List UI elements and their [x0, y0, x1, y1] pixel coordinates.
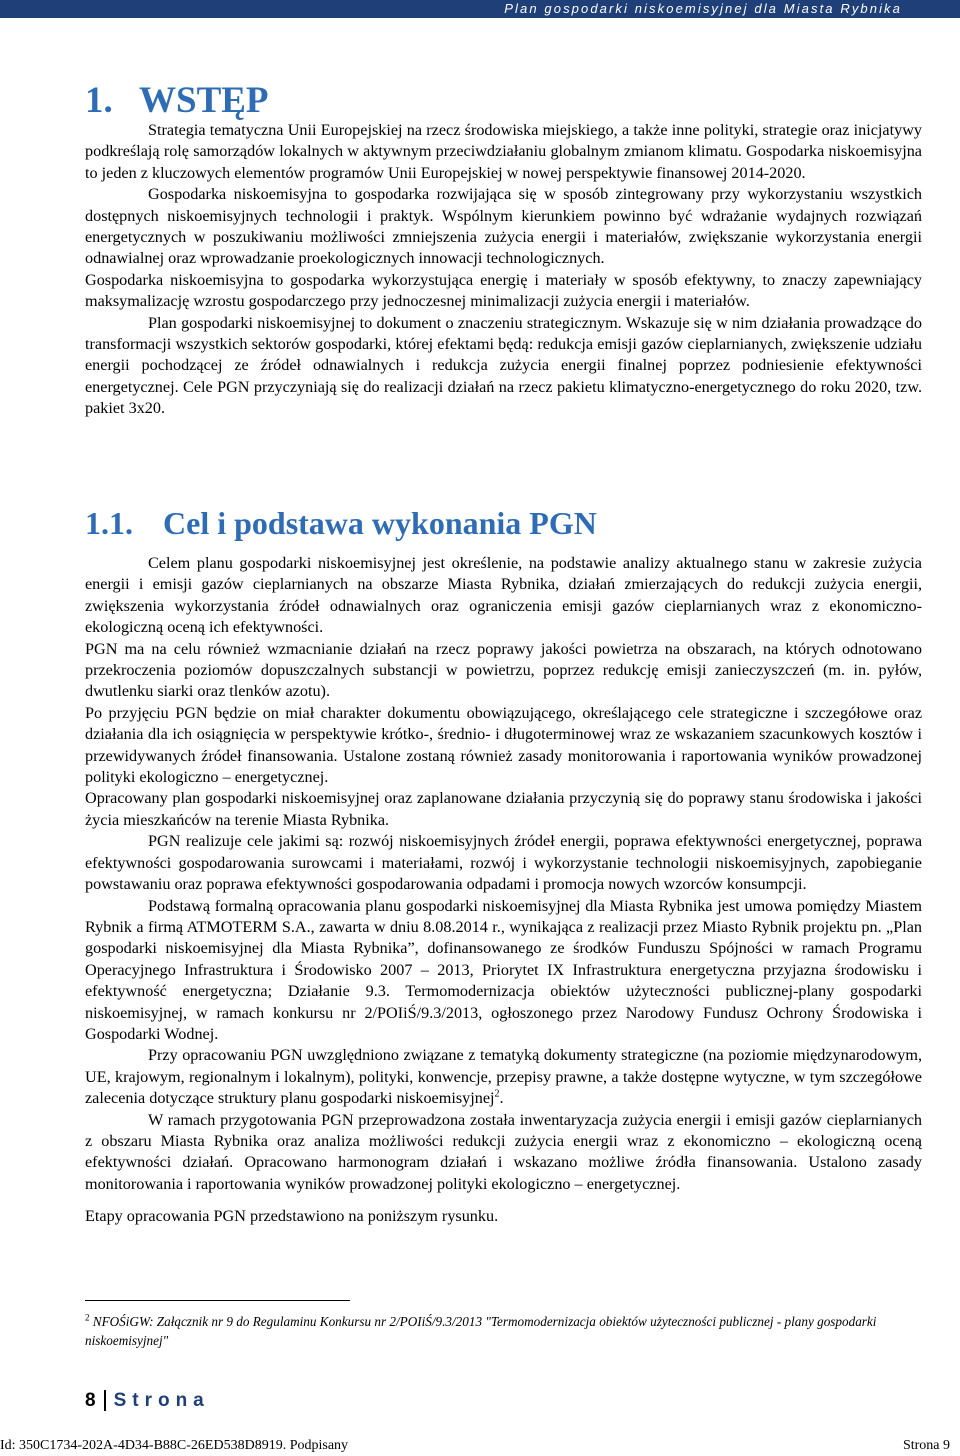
- paragraph: Gospodarka niskoemisyjna to gospodarka rozwijająca się w sposób zintegrowany przy wykorzystaniu wszystkich dostępnych niskoemisyjnych technologii i praktyk. Wspólnym kierunkiem powinno być wdrażanie wydajnych rozwiązań energetycznych w poszukiwaniu możliwości zmniejszenia zużycia energii i materiałów, zwiększanie wykorzystania energii odnawialnej oraz wprowadzanie proekologicznych innowacji technologicznych.: [85, 185, 922, 268]
- paragraph: Celem planu gospodarki niskoemisyjnej jest określenie, na podstawie analizy aktualnego stanu w zakresie zużycia energii i emisji gazów cieplarnianych na obszarze Miasta Rybnika, działań zmierzających do redukcji zużycia energii, zwiększenia wykorzystania źródeł odnawialnych oraz ograniczenia emisji gazów cieplarnianych wraz z ekonomiczno-ekologiczną oceną ich efektywności.: [85, 554, 922, 637]
- paragraph: Opracowany plan gospodarki niskoemisyjnej oraz zaplanowane działania przyczynią się do poprawy stanu środowiska i jakości życia mieszkańców na terenie Miasta Rybnika.: [85, 789, 922, 829]
- paragraph: PGN ma na celu również wzmacnianie działań na rzecz poprawy jakości powietrza na obszarach, na których odnotowano przekroczenia poziomów dopuszczalnych substancji w powietrzu, poprzez redukcję emisji zanieczyszczeń (m. in. pyłów, dwutlenku siarki oraz tlenków azotu).: [85, 639, 922, 701]
- paragraph: [85, 1045, 922, 1109]
- section-number: 1.1.: [85, 505, 133, 541]
- paragraph: Strategia tematyczna Unii Europejskiej na rzecz środowiska miejskiego, a także inne polityki, strategie oraz inicjatywy podkreślają rolę samorządów lokalnych w aktywnym przeciwdziałaniu globalnym zmianom klimatu. Gospodarka niskoemisyjna to jeden z kluczowych elementów programów Unii Europejskiej w nowej perspektywie finansowej 2014-2020.: [85, 121, 922, 182]
- section11-body: [85, 553, 922, 1228]
- page-header-bar: [0, 0, 960, 18]
- page-indicator: Strona 9: [902, 1438, 950, 1453]
- footnote-divider: [85, 1300, 350, 1301]
- paragraph-end: .: [499, 1089, 504, 1108]
- footnote: [85, 1312, 915, 1350]
- footnote-text: NFOŚiGW: Załącznik nr 9 do Regulaminu Konkursu nr 2/POIiŚ/9.3/2013 "Termomodernizacja obiektów użyteczności publicznej - plany gospodarki niskoemisyjnej": [85, 1314, 877, 1348]
- divider: [104, 1390, 106, 1411]
- page-word: Strona: [113, 1390, 210, 1411]
- section-title: WSTĘP: [139, 80, 269, 121]
- footnote-number: 2: [85, 1312, 90, 1323]
- paragraph: PGN realizuje cele jakimi są: rozwój niskoemisyjnych źródeł energii, poprawa efektywności energetycznej, poprawa efektywności gospodarowania surowcami i materiałami, rozwój i wykorzystanie technologii niskoemisyjnych, zapobieganie powstawaniu oraz poprawa efektywności gospodarowania odpadami i promocja nowych wzorców konsumpcji.: [85, 832, 922, 894]
- section-title: Cel i podstawa wykonania PGN: [163, 505, 597, 541]
- paragraph: W ramach przygotowania PGN przeprowadzona została inwentaryzacja zużycia energii i emisji gazów cieplarnianych z obszaru Miasta Rybnika oraz analiza możliwości redukcji zużycia energii wraz z ekonomiczno – ekologiczną oceną efektywności działań. Opracowano harmonogram działań i wskazano możliwe źródła finansowania. Ustalono zasady monitorowania i raportowania wyników prowadzonej polityki ekologiczno – energetycznej.: [85, 1110, 922, 1193]
- document-id: Id: 350C1734-202A-4D34-B88C-26ED538D8919. Podpisany: [0, 1438, 349, 1453]
- paragraph-text: Przy opracowaniu PGN uwzględniono związane z tematyką dokumenty strategiczne (na poziomie międzynarodowym, UE, krajowym, regionalnym i lokalnym), polityki, konwencje, przepisy prawne, a także dostępne wytyczne, w tym szczegółowe zalecenia dotyczące struktury planu gospodarki niskoemisyjnej: [85, 1046, 922, 1108]
- section-number: 1.: [85, 80, 113, 121]
- paragraph: Etapy opracowania PGN przedstawiono na poniższym rysunku.: [85, 1207, 499, 1226]
- paragraph: Plan gospodarki niskoemisyjnej to dokument o znaczeniu strategicznym. Wskazuje się w nim działania prowadzące do transformacji wszystkich sektorów gospodarki, której efektami będą: redukcja emisji gazów cieplarnianych, zwiększenie udziału energii pochodzącej ze źródeł odnawialnych i redukcja zużycia energii finalnej poprzez podniesienie efektywności energetycznej. Cele PGN przyczyniają się do realizacji działań na rzecz pakietu klimatyczno-energetycznego do roku 2020, tzw. pakiet 3x20.: [85, 313, 922, 418]
- page-number-label: [85, 1388, 210, 1414]
- header-title: Plan gospodarki niskoemisyjnej dla Miasta Rybnika: [504, 1, 902, 16]
- paragraph: Po przyjęciu PGN będzie on miał charakter dokumentu obowiązującego, określającego cele strategiczne i szczegółowe oraz działania dla ich osiągnięcia w perspektywie krótko-, średnio- i długoterminowej wraz ze wskazaniem szacunkowych kosztów i przewidywanych źródeł finansowania. Ustalone zostaną również zasady monitorowania i raportowania wyników prowadzonej polityki ekologiczno – energetycznej.: [85, 703, 922, 787]
- paragraph: Gospodarka niskoemisyjna to gospodarka wykorzystująca energię i materiały w sposób efektywny, to znaczy zapewniający maksymalizację wzrostu gospodarczego przy jednoczesnej minimalizacji zużycia energii i materiałów.: [85, 270, 922, 311]
- section1-body: [85, 120, 922, 420]
- section-heading-1-1: [85, 500, 597, 546]
- page-number: 8: [85, 1390, 96, 1411]
- paragraph: Podstawą formalną opracowania planu gospodarki niskoemisyjnej dla Miasta Rybnika jest umowa pomiędzy Miastem Rybnik a firmą ATMOTERM S.A., zawarta w dniu 8.08.2014 r., wynikająca z realizacji przez Miasto Rybnik projektu pn. „Plan gospodarki niskoemisyjnej dla Miasta Rybnika”, dofinansowanego ze środków Funduszu Spójności w ramach Programu Operacyjnego Infrastruktura i Środowisko 2007 – 2013, Priorytet IX Infrastruktura energetyczna przyjazna środowisku i efektywność energetyczna; Działanie 9.3. Termomodernizacja obiektów użyteczności publicznej-plany gospodarki niskoemisyjnej, w ramach konkursu nr 2/POIiŚ/9.3/2013, ogłoszonego przez Narodowy Fundusz Ochrony Środowiska i Gospodarki Wodnej.: [85, 896, 922, 1043]
- signature-footer: [0, 1438, 960, 1454]
- section-heading-1: [85, 76, 269, 126]
- footnote-reference: 2: [494, 1088, 500, 1100]
